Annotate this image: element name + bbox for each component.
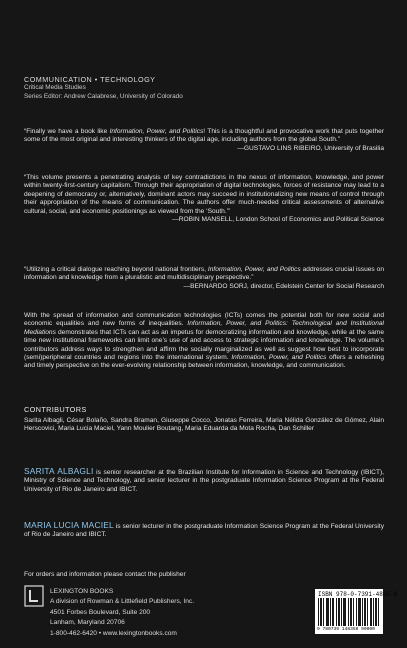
blurb-sorj: “Utilizing a critical dialogue reaching beyond national frontiers, Information, Power, and Politics addresses crucial issues on information and knowledge from a pluralistic and multidisciplinary perspective.” —BERNARDO SORJ, director, Edelstein Center for Social Research <box>24 266 385 290</box>
editor-bio-maciel: MARIA LUCIA MACIEL is senior lecturer in the postgraduate Information Science Program at the Federal University of Rio de Janeiro and IBICT. <box>24 520 384 539</box>
lexington-logo-icon <box>24 585 44 607</box>
publisher-street: 4501 Forbes Boulevard, Suite 200 <box>50 608 151 616</box>
blurb-ribeiro: “Finally we have a book like Information, Power, and Politics! This is a thoughtful and provocative work that puts together some of the most original and interesting thinkers of the digital age, including authors from the global South.” —GUSTAVO LINS RIBEIRO, University of Brasilia <box>24 128 385 152</box>
publisher-division: A division of Rowman & Littlefield Publishers, Inc. <box>50 598 195 606</box>
barcode-number: 9 780739 148358 <box>317 627 359 632</box>
series-name: Critical Media Studies <box>24 84 86 91</box>
series-editor: Series Editor: Andrew Calabrese, University of Colorado <box>24 93 183 100</box>
book-description: With the spread of information and communication technologies (ICTs) comes the potential both for new social and economic equalities and new forms of inequalities. Information, Power, and Politics: Technological and Institutional Mediations demonstrates that ICTs can act as an impetus for democratizing information and knowledge, while at the same time new institutional frameworks can limit one’s use of and access to strategic information and knowledge. The volume’s contributors address ways to strengthen and affirm the socially marginalized as well as suggest how best to incorporate (semi)peripheral countries and regions into the international system. Information, Power, and Politics offers a refreshing and timely perspective on the ever-evolving relationship between information, knowledge, and communication. <box>24 312 385 370</box>
publisher-city: Lanham, Maryland 20706 <box>50 619 125 627</box>
blurb-mansell: “This volume presents a penetrating analysis of key contradictions in the nexus of information, knowledge, and power within twenty-first-century capitalism. Through their appropriation of digital technologies, forces of resistance may lead to a deepening of democracy or, alternatively, dominant actors may succeed in institutionalizing new means of control through their appropriation of the means of communication. The authors offer much-needed critical assessments of alternative cultural, social, and economic positionings as viewed from the ‘South.’” —ROBIN MANSELL, London School of Economics and Political Science <box>24 174 384 224</box>
barcode-price-code: 90000 <box>361 627 375 632</box>
publisher-name: LEXINGTON BOOKS <box>50 588 114 595</box>
publisher-contact: 1-800-462-6420 • www.lexingtonbooks.com <box>50 629 177 637</box>
blurb-attribution: —BERNARDO SORJ, director, Edelstein Center for Social Research <box>183 282 384 290</box>
publisher-address <box>50 587 194 639</box>
editor-bio-albagli: SARITA ALBAGLI is senior researcher at the Brazilian Institute for Information in Science and Technology (IBICT), Ministry of Science and Technology, and senior lecturer in the postgraduate Information Science Program at the Federal University of Rio de Janeiro and IBICT. <box>24 466 384 493</box>
editor-name: SARITA ALBAGLI <box>24 466 94 476</box>
isbn-text: ISBN 978-0-7391-4835-8 <box>318 591 398 598</box>
blurb-attribution: —ROBIN MANSELL, London School of Economics and Political Science <box>172 216 384 224</box>
series-title: COMMUNICATION • TECHNOLOGY <box>24 75 156 84</box>
blurb-attribution: —GUSTAVO LINS RIBEIRO, University of Brasilia <box>237 144 384 152</box>
editor-name: MARIA LUCIA MACIEL <box>24 520 114 530</box>
isbn-barcode <box>315 589 398 634</box>
barcode-bars-icon <box>318 598 380 626</box>
orders-line: For orders and information please contact the publisher <box>24 571 186 578</box>
contributors-heading: CONTRIBUTORS <box>24 405 87 414</box>
contributors-list: Sarita Albagli, César Bolaño, Sandra Braman, Giuseppe Cocco, Jonatas Ferreira, Maria Nélida González de Gómez, Alain Herscovici, Maria Lucia Maciel, Yann Moulier Boutang, Maria Eduarda da Mota Rocha, Dan Schiller <box>24 417 384 433</box>
